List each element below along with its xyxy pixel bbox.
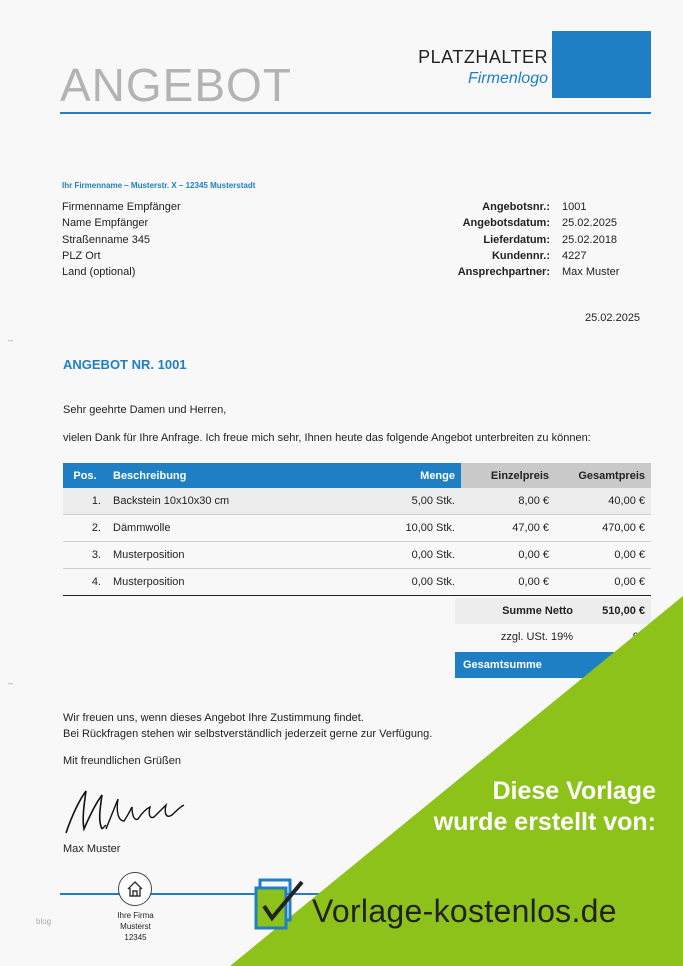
closing-line: Bei Rückfragen stehen wir selbstverständlich jederzeit gerne zur Verfügung. bbox=[63, 728, 433, 740]
col-header-pos: Pos. bbox=[63, 463, 107, 488]
recipient-line: PLZ Ort bbox=[62, 249, 101, 262]
meta-value: 1001 bbox=[562, 201, 587, 213]
cell-quantity: 5,00 Stk. bbox=[379, 488, 461, 515]
cell-description: Dämmwolle bbox=[107, 515, 379, 542]
cell-pos: 4. bbox=[63, 569, 107, 596]
cell-quantity: 10,00 Stk. bbox=[379, 515, 461, 542]
summary-tax-label: zzgl. USt. 19% bbox=[500, 631, 573, 643]
cell-total-price: 0,00 € bbox=[555, 569, 651, 596]
cell-description: Musterposition bbox=[107, 542, 379, 569]
meta-label: Ansprechpartner: bbox=[457, 266, 550, 279]
cell-total-price: 0,00 € bbox=[555, 542, 651, 569]
cell-unit-price: 0,00 € bbox=[461, 542, 555, 569]
recipient-line: Name Empfänger bbox=[62, 217, 149, 230]
cell-pos: 3. bbox=[63, 542, 107, 569]
summary-total-label: Gesamtsumme bbox=[463, 659, 542, 671]
cell-quantity: 0,00 Stk. bbox=[379, 542, 461, 569]
offer-heading: ANGEBOT NR. 1001 bbox=[63, 357, 187, 372]
promo-text bbox=[380, 776, 656, 838]
fold-mark: – bbox=[8, 678, 14, 688]
sender-line: Ihr Firmenname – Musterstr. X – 12345 Musterstadt bbox=[62, 181, 256, 190]
cell-total-price: 470,00 € bbox=[555, 515, 651, 542]
fold-mark: – bbox=[8, 335, 14, 345]
footer-address-line: Ihre Firma bbox=[117, 911, 154, 920]
meta-value: 25.02.2018 bbox=[562, 233, 618, 246]
document-date: 25.02.2025 bbox=[585, 312, 641, 324]
brand-name[interactable]: Vorlage-kostenlos.de bbox=[312, 893, 617, 929]
col-header-total-price: Gesamtpreis bbox=[555, 463, 651, 488]
document-title: ANGEBOT bbox=[60, 59, 292, 111]
footer-address-line: Musterst bbox=[120, 922, 151, 931]
cell-unit-price: 47,00 € bbox=[461, 515, 555, 542]
salutation: Sehr geehrte Damen und Herren, bbox=[63, 404, 227, 416]
summary-netto-value: 510,00 € bbox=[602, 605, 645, 617]
cell-unit-price: 8,00 € bbox=[461, 488, 555, 515]
meta-label: Angebotsdatum: bbox=[462, 217, 550, 230]
cell-total-price: 40,00 € bbox=[555, 488, 651, 515]
recipient-line: Land (optional) bbox=[62, 266, 136, 279]
document-check-icon bbox=[254, 876, 310, 936]
summary-netto-label: Summe Netto bbox=[502, 605, 573, 617]
cell-pos: 2. bbox=[63, 515, 107, 542]
col-header-quantity: Menge bbox=[379, 463, 461, 488]
promo-line: Diese Vorlage bbox=[492, 777, 656, 805]
col-header-description: Beschreibung bbox=[107, 463, 379, 488]
meta-value: Max Muster bbox=[562, 266, 620, 279]
recipient-line: Firmenname Empfänger bbox=[62, 201, 181, 213]
regards: Mit freundlichen Grüßen bbox=[63, 755, 181, 767]
cell-description: Backstein 10x10x30 cm bbox=[107, 488, 379, 515]
footer-address-line: 12345 bbox=[124, 933, 147, 942]
col-header-unit-price: Einzelpreis bbox=[461, 463, 555, 488]
meta-value: 4227 bbox=[562, 249, 587, 262]
cell-quantity: 0,00 Stk. bbox=[379, 569, 461, 596]
meta-label: Lieferdatum: bbox=[483, 233, 550, 246]
meta-label: Kundennr.: bbox=[491, 249, 550, 262]
recipient-line: Straßenname 345 bbox=[62, 233, 151, 246]
cell-description: Musterposition bbox=[107, 569, 379, 596]
signature-name: Max Muster bbox=[63, 843, 121, 855]
cell-unit-price: 0,00 € bbox=[461, 569, 555, 596]
intro-text: vielen Dank für Ihre Anfrage. Ich freue mich sehr, Ihnen heute das folgende Angebot unterbreiten zu können: bbox=[63, 432, 591, 444]
closing-line: Wir freuen uns, wenn dieses Angebot Ihre Zustimmung findet. bbox=[63, 712, 364, 724]
logo-main-text: PLATZHALTER bbox=[418, 47, 548, 67]
meta-value: 25.02.2025 bbox=[562, 217, 618, 230]
logo-sub-text: Firmenlogo bbox=[467, 70, 548, 87]
meta-label: Angebotsnr.: bbox=[482, 201, 550, 213]
cell-pos: 1. bbox=[63, 488, 107, 515]
promo-line: wurde erstellt von: bbox=[433, 808, 656, 836]
blog-watermark: blog bbox=[36, 917, 52, 926]
